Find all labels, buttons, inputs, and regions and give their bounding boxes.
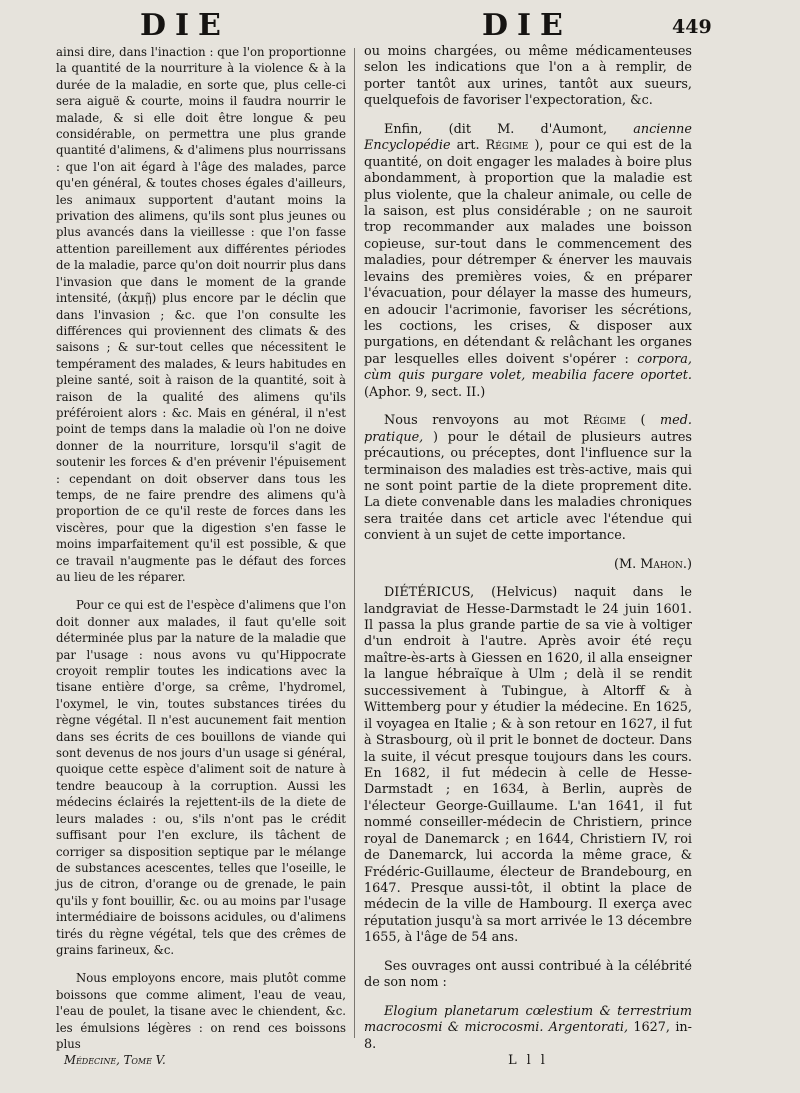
p3-section: med. pratique,	[364, 413, 692, 445]
p2-quote: corpora, cùm quis purgare volet, meabilia facere oportet.	[364, 351, 692, 384]
running-head-left: DIE	[140, 8, 230, 43]
works-intro: Ses ouvrages ont aussi contribué à la célébrité de son nom :	[364, 958, 692, 991]
works-imprint: 1627, in-8.	[364, 1020, 692, 1052]
page-number: 449	[672, 16, 712, 38]
footer-volume	[56, 1052, 346, 1068]
p3-text-c: ) pour le détail de plusieurs autres précautions, ou préceptes, dont l'influence sur la terminaison des maladies est très-active, mais qui ne sont point partie de la diete proprement dite. La diete convenable dans les maladies chroniques sera traitée dans cet article avec l'étendue qui convient à un sujet de cette importance.	[364, 429, 693, 544]
p2-text-c: ), pour ce qui est de la quantité, on doit engager les malades à boire plus abondamment, à proportion que la maladie est plus violente, que la chaleur animale, ou celle de la saison, est plus considérable ; on ne sauroit trop recommander aux malades une boisson copieuse, sur-tout dans le commencement des maladies, pour détremper & énerver les mauvais levains des premières voies, & en préparer l'évacuation, pour délayer la masse des humeurs, en adoucir l'acrimonie, favoriser les sécrétions, les coctions, les crises, & disposer aux purgations, en détendant & relâchant les organes par lesquelles elles doivent s'opérer :	[364, 138, 692, 367]
p3-text-b: (	[640, 413, 646, 429]
left-paragraph-3: Nous employons encore, mais plutôt comme boissons que comme aliment, l'eau de veau, l'eau de poulet, la tisane avec le chiendent, &c. les émulsions légères : on rend ces boissons plus	[56, 971, 346, 1051]
p2-reference: (Aphor. 9, sect. II.)	[364, 384, 486, 400]
entry-body: , (Helvicus) naquit dans le landgraviat de Hesse-Darmstadt le 24 juin 1601. Il passa la plus grande partie de sa vie à voltiger d'un endroit à l'autre. Après avoir été reçu maître-ès-arts à Giessen en 1620, il alla enseigner la langue hébraïque à Ulm ; delà il se rendit successivement à Tubingue, à Altorff & à Wittemberg pour y étudier la médecine. En 1625, il voyagea en Italie ; & à son retour en 1627, il fut à Strasbourg, où il prit le bonnet de docteur. Dans la suite, il vécut presque toujours dans les cours. En 1682, il fut médecin à celle de Hesse-Darmstadt ; en 1634, à Berlin, auprès de l'électeur George-Guillaume. L'an 1641, il fut nommé conseiller-médecin de Christiern, prince royal de Danemarck ; en 1644, Christiern IV, roi de Danemarck, lui accorda la même grace, & Frédéric-Guillaume, électeur de Brandebourg, en 1647. Presque aussi-tôt, il obtint la place de médecin de la ville de Hambourg. Il exerça avec réputation jusqu'à sa mort arrivée le 13 décembre 1655, à l'âge de 54 ans.	[364, 585, 692, 946]
right-paragraph-1: ou moins chargées, ou même médicamenteuses selon les indications que l'on a à remplir, de porter tantôt aux urines, tantôt aux sueurs, quelquefois de favoriser l'expectoration, &c.	[364, 44, 692, 109]
entry-title: DIÉTÉRICUS	[384, 585, 471, 601]
p2-article: Régime	[485, 138, 529, 154]
p2-source: ancienne Encyclopédie	[364, 121, 692, 154]
right-paragraph-3	[364, 413, 692, 545]
running-head-right: DIE	[482, 8, 572, 43]
column-divider	[354, 48, 355, 1038]
works-title: Elogium planetarum cœlestium & terrestrium macrocosmi & microcosmi. Argentorati,	[364, 1003, 692, 1036]
left-paragraph-1: ainsi dire, dans l'inaction : que l'on proportionne la quantité de la nourriture à la violence & à la durée de la maladie, en sorte que, plus celle-ci sera aiguë & courte, moins il faudra nourrir le malade, & si elle doit être longue & peu considérable, on permettra une plus grande quantité d'alimens, & d'alimens plus nourrissans : que l'on ait égard à l'âge des malades, parce qu'en général, & toutes choses égales d'ailleurs, les animaux supportent d'autant moins la privation des alimens, qu'ils sont plus jeunes ou plus avancés dans la vieillesse : que l'on fasse attention pareillement aux différentes périodes de la maladie, parce qu'on doit nourrir plus dans l'invasion que dans le moment de la grande intensité, (ἀκμῇ) plus encore par le déclin que dans l'invasion ; &c. que l'on consulte les différences qui proviennent des climats & des saisons ; & sur-tout celles que nécessitent le tempérament des malades, & leurs habitudes en pleine santé, soit à raison de la quantité, soit à raison de la qualité des alimens qu'ils préféroient alors : &c. Mais en général, il n'est point de temps dans la maladie où l'on ne doive donner de la nourriture, lorsqu'il s'agit de soutenir les forces & d'en prévenir l'épuisement : cependant on doit observer dans tous les temps, de ne faire prendre des alimens qu'à proportion de ce qu'il reste de forces dans les viscères, pour que la digestion s'en fasse le moins imparfaitement qu'il est possible, & que ce travail n'augmente pas le défaut des forces au lieu de les réparer.	[56, 45, 346, 584]
right-column	[364, 44, 692, 1069]
left-column	[56, 44, 346, 1069]
p3-article: Régime	[583, 413, 626, 429]
p3-text-a: Nous renvoyons au mot	[384, 413, 569, 429]
signature-mark: L l l	[508, 1052, 548, 1068]
author-signature: (M. Mahon.)	[614, 556, 692, 572]
entry-dietericus	[364, 585, 692, 947]
left-paragraph-2: Pour ce qui est de l'espèce d'alimens que l'on doit donner aux malades, il faut qu'elle soit déterminée plus par la nature de la maladie que par l'usage : nous avons vu qu'Hippocrate croyoit remplir toutes les indications avec la tisane entière d'orge, sa crême, l'hydromel, l'oxymel, le vin, toutes substances tirées du règne végétal. Il n'est aucunement fait mention dans ses écrits de ces bouillons de viande qui sont devenus de nos jours d'un usage si général, quoique cette espèce d'aliment soit de nature à tendre beaucoup à la corruption. Aussi les médecins éclairés la rejettent-ils de la diete de leurs malades : ou, s'ils n'ont pas le crédit suffisant pour l'en exclure, ils tâchent de corriger sa disposition septique par le mélange de substances acescentes, telles que l'oseille, le jus de citron, d'orange ou de grenade, le pain qu'ils y font bouillir, &c. ou au moins par l'usage intermédiaire de boissons acidules, ou d'alimens tirés du règne végétal, tels que des crêmes de grains farineux, &c.	[56, 598, 346, 957]
right-paragraph-2	[364, 122, 692, 401]
volume-label: Médecine, Tome V.	[64, 1053, 166, 1068]
works-item	[364, 1004, 692, 1053]
p2-text-a: Enfin, (dit M. d'Aumont,	[384, 121, 608, 137]
p2-text-b: art.	[456, 138, 480, 154]
